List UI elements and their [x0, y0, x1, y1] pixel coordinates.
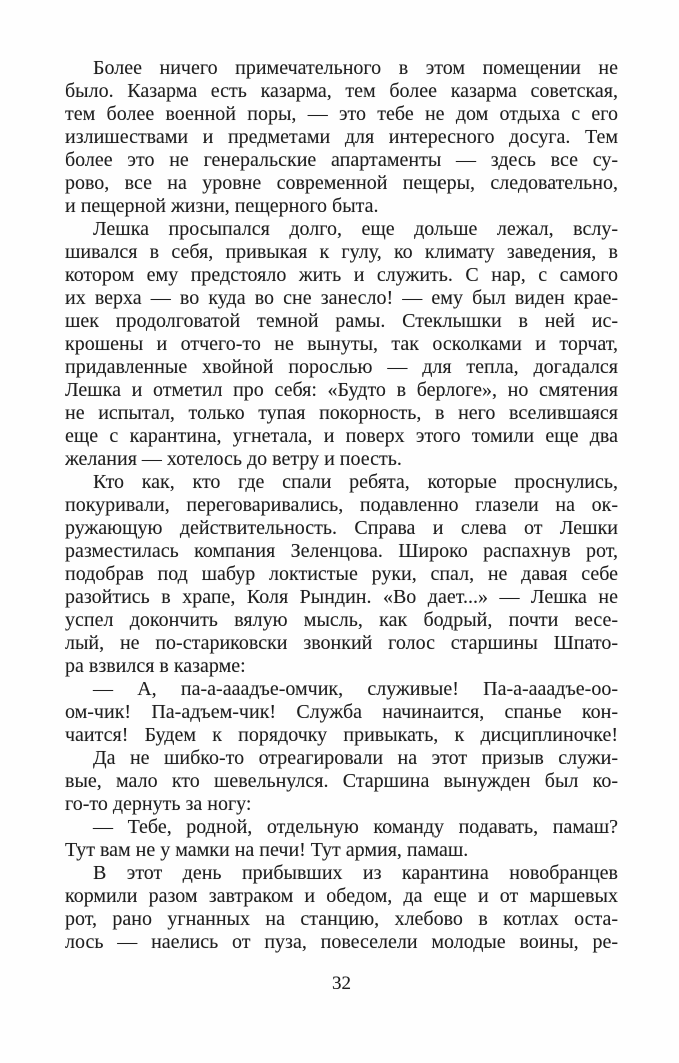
text-line: Более ничего примечательного в этом помещении не: [93, 57, 618, 79]
text-line: шек продолговатой темной рамы. Стеклышки в ней ис-: [65, 310, 618, 332]
text-line: В этот день прибывших из карантина новобранцев: [93, 862, 618, 884]
text-line: ружающую действительность. Справа и слева от Лешки: [65, 517, 618, 539]
text-line: вые, мало кто шевельнулся. Старшина вынужден был ко-: [65, 770, 618, 792]
text-line: лось — наелись от пуза, повеселели молодые воины, ре-: [65, 931, 618, 953]
text-line: желания — хотелось до ветру и поесть.: [65, 448, 402, 470]
text-line: ом-чик! Па-адъем-чик! Служба начинаится, спанье кон-: [65, 701, 618, 723]
text-line: Лешка и отметил про себя: «Будто в берлоге», но смятения: [65, 379, 618, 401]
text-line: было. Казарма есть казарма, тем более казарма советская,: [65, 80, 618, 102]
text-line: котором ему предстояло жить и служить. С нар, с самого: [65, 264, 618, 286]
text-line: покуривали, переговаривались, подавленно глазели на ок-: [65, 494, 618, 516]
text-line: тем более военной поры, — это тебе не дом отдыха с его: [65, 103, 618, 125]
text-line: кормили разом завтраком и обедом, да еще и от маршевых: [65, 885, 618, 907]
text-line: придавленные хвойной порослью — для тепла, догадался: [65, 356, 618, 378]
text-line: шивался в себя, привыкая к гулу, ко климату заведения, в: [65, 241, 618, 263]
text-line: Тут вам не у мамки на печи! Тут армия, памаш.: [65, 839, 469, 861]
text-line: подобрав под шабур локтистые руки, спал, не давая себе: [65, 563, 618, 585]
text-line: более это не генеральские апартаменты — здесь все су-: [65, 149, 618, 171]
text-line: Да не шибко-то отреагировали на этот призыв служи-: [93, 747, 618, 769]
text-line: разместилась компания Зеленцова. Широко распахнув рот,: [65, 540, 618, 562]
text-line: — Тебе, родной, отдельную команду подавать, памаш?: [93, 816, 618, 838]
page-text: [65, 57, 618, 954]
text-line: их верха — во куда во сне занесло! — ему был виден крае-: [65, 287, 618, 309]
text-line: чаится! Будем к порядочку привыкать, к дисциплиночке!: [65, 724, 618, 746]
text-line: Лешка просыпался долго, еще дольше лежал, вслу-: [93, 218, 618, 240]
text-line: рот, рано угнанных на станцию, хлебово в котлах оста-: [65, 908, 618, 930]
text-line: еще с карантина, угнетала, и поверх этого томили еще два: [65, 425, 618, 447]
page-number: 32: [332, 973, 351, 994]
text-line: успел докончить вялую мысль, как бодрый, почти весе-: [65, 609, 618, 631]
text-line: Кто как, кто где спали ребята, которые проснулись,: [93, 471, 618, 493]
text-line: ра взвился в казарме:: [65, 655, 246, 677]
text-line: рово, все на уровне современной пещеры, следовательно,: [65, 172, 618, 194]
text-line: не испытал, только тупая покорность, в него вселившаяся: [65, 402, 618, 424]
text-line: — А, па-а-ааадъе-омчик, служивые! Па-а-ааадъе-оо-: [93, 678, 618, 700]
text-line: излишествами и предметами для интересного досуга. Тем: [65, 126, 618, 148]
text-line: разойтись в храпе, Коля Рындин. «Во дает...» — Лешка не: [65, 586, 618, 608]
text-line: го-то дернуть за ногу:: [65, 793, 252, 815]
text-line: крошены и отчего-то не вынуты, так осколками и торчат,: [65, 333, 618, 355]
text-line: и пещерной жизни, пещерного быта.: [65, 195, 379, 217]
text-line: лый, не по-стариковски звонкий голос старшины Шпато-: [65, 632, 618, 654]
